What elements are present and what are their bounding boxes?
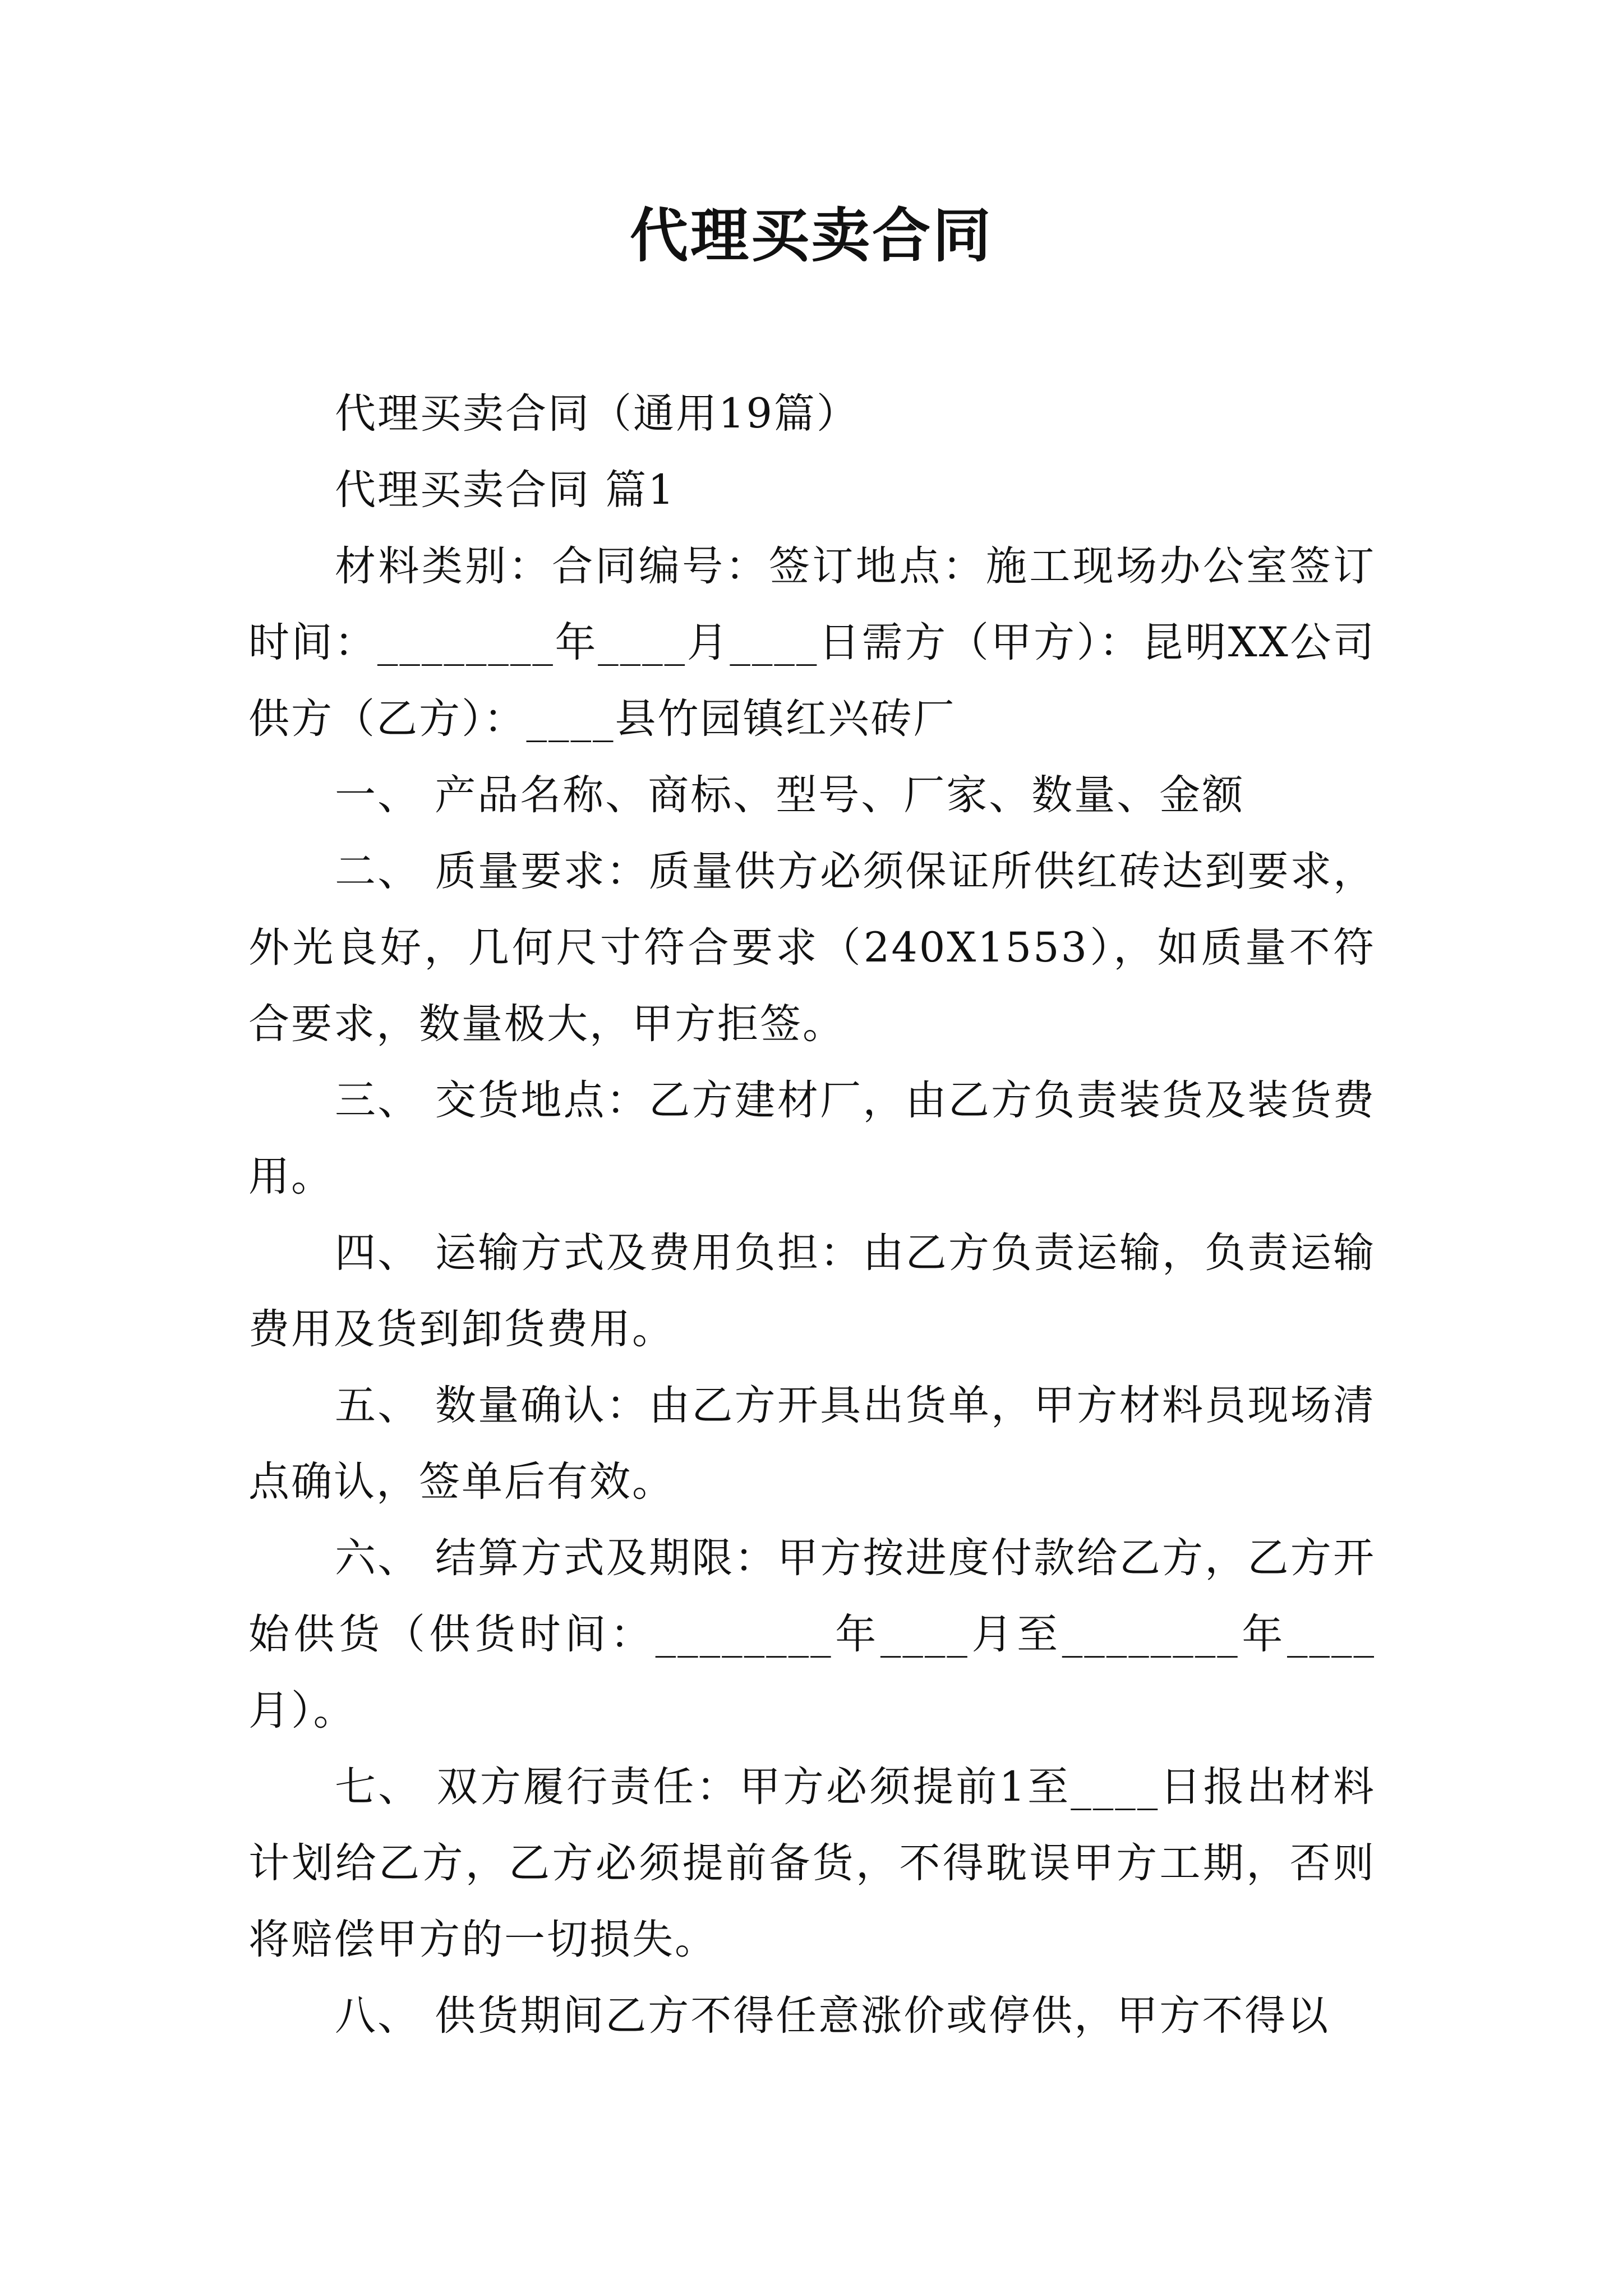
document-title: 代理买卖合同 — [629, 201, 993, 270]
paragraph-clause-8: 八、 供货期间乙方不得任意涨价或停供，甲方不得以 — [335, 1992, 1330, 2040]
paragraph-clause-5: 五、 数量确认：由乙方开具出货单，甲方材料员现场清点确认，签单后有效。 — [248, 1382, 1376, 1506]
paragraph-section-heading: 代理买卖合同 篇1 — [335, 466, 676, 514]
paragraph-clause-6: 六、 结算方式及期限：甲方按进度付款给乙方，乙方开始供货（供货时间：________年____月至________年____月）。 — [248, 1534, 1376, 1734]
paragraph-clause-1: 一、 产品名称、商标、型号、厂家、数量、金额 — [335, 771, 1245, 819]
document-body — [248, 376, 1376, 2054]
paragraph-clause-3: 三、 交货地点：乙方建材厂，由乙方负责装货及装货费用。 — [248, 1076, 1376, 1200]
paragraph-clause-2: 二、 质量要求：质量供方必须保证所供红砖达到要求，外光良好，几何尺寸符合要求（240X1553），如质量不符合要求，数量极大，甲方拒签。 — [248, 848, 1376, 1048]
paragraph-clause-7: 七、 双方履行责任：甲方必须提前1至____日报出材料计划给乙方，乙方必须提前备货，不得耽误甲方工期，否则将赔偿甲方的一切损失。 — [248, 1763, 1376, 1963]
paragraph-clause-4: 四、 运输方式及费用负担：由乙方负责运输，负责运输费用及货到卸货费用。 — [248, 1229, 1376, 1353]
paragraph-subtitle: 代理买卖合同（通用19篇） — [335, 390, 859, 438]
paragraph-contract-header: 材料类别：合同编号：签订地点：施工现场办公室签订时间：________年____月____日需方（甲方）：昆明XX公司供方（乙方）：____县竹园镇红兴砖厂 — [248, 542, 1376, 743]
